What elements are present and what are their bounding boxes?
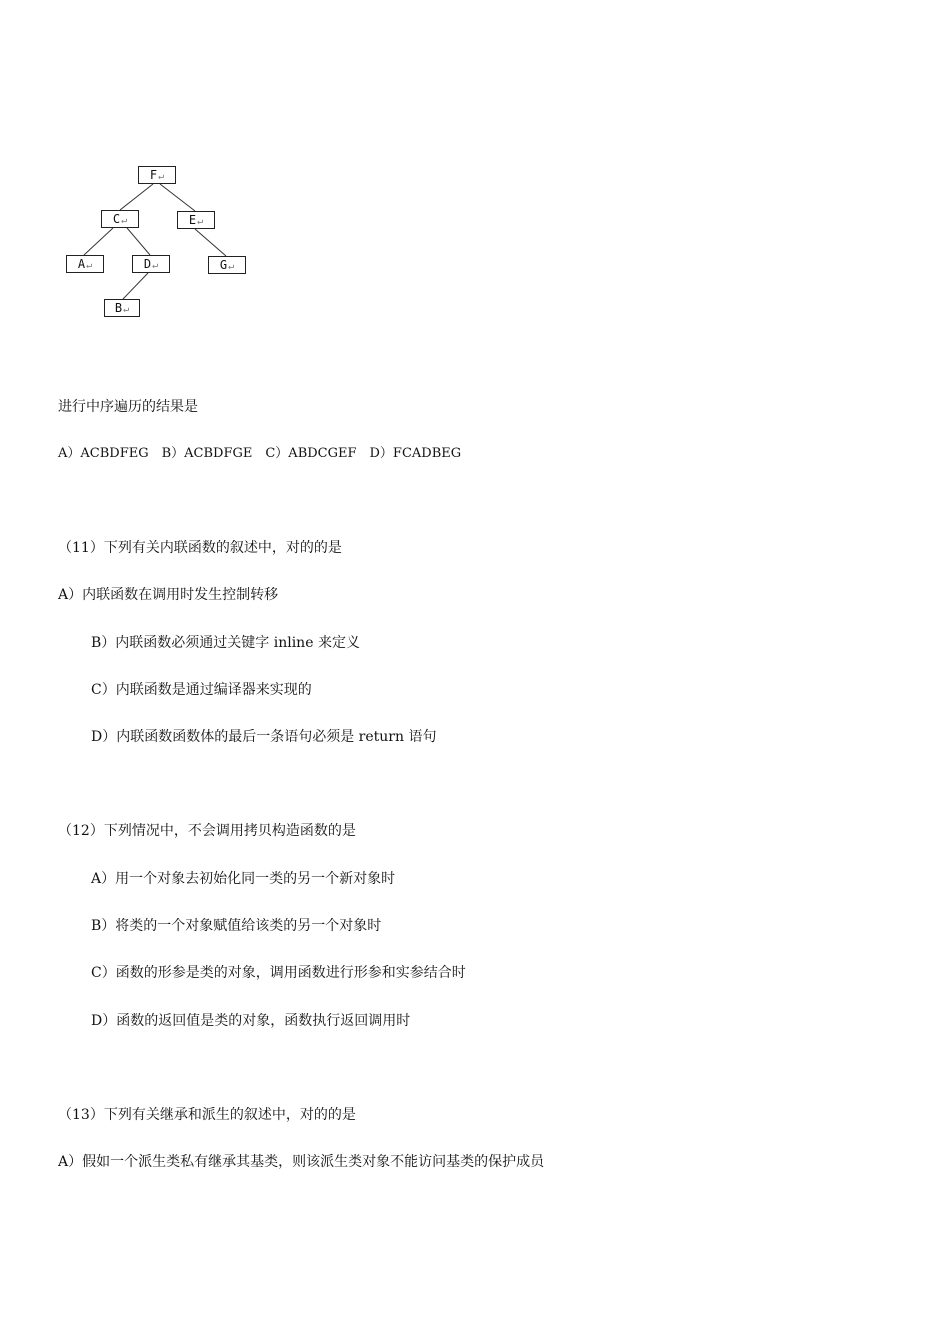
q12-option-d: D）函数的返回值是类的对象，函数执行返回调用时 [91,1013,411,1029]
q11-option-b: B）内联函数必须通过关键字 inline 来定义 [91,635,360,651]
q12-stem: （12）下列情况中，不会调用拷贝构造函数的是 [58,823,356,839]
q11-option-a: A）内联函数在调用时发生控制转移 [58,587,279,603]
q10-options: A）ACBDFEG B）ACBDFGE C）ABDCGEF D）FCADBEG [58,446,462,461]
q12-option-c: C）函数的形参是类的对象，调用函数进行形参和实参结合时 [91,965,466,981]
q10-stem-tail: 进行中序遍历的结果是 [58,399,198,415]
q11-stem: （11）下列有关内联函数的叙述中，对的的是 [58,540,342,556]
tree-node-d: D↵ [132,255,170,273]
q12-option-a: A）用一个对象去初始化同一类的另一个新对象时 [91,871,396,887]
tree-node-g: G↵ [208,256,246,274]
edge-d-b [123,273,148,299]
tree-node-a: A↵ [66,255,104,273]
tree-node-b: B↵ [104,299,140,317]
tree-node-f: F↵ [138,166,176,184]
q11-option-d: D）内联函数函数体的最后一条语句必须是 return 语句 [91,729,437,745]
q12-option-b: B）将类的一个对象赋值给该类的另一个对象时 [91,918,382,934]
q13-stem: （13）下列有关继承和派生的叙述中，对的的是 [58,1107,356,1123]
edge-e-g [195,229,226,256]
edge-f-c [120,184,153,210]
edge-f-e [160,184,195,211]
q11-option-c: C）内联函数是通过编译器来实现的 [91,682,312,698]
tree-node-e: E↵ [177,211,215,229]
q13-option-a: A）假如一个派生类私有继承其基类，则该派生类对象不能访问基类的保护成员 [58,1154,545,1170]
tree-node-c: C↵ [101,210,139,228]
edge-c-d [127,228,150,255]
binary-tree-diagram [0,0,300,340]
edge-c-a [84,228,113,255]
